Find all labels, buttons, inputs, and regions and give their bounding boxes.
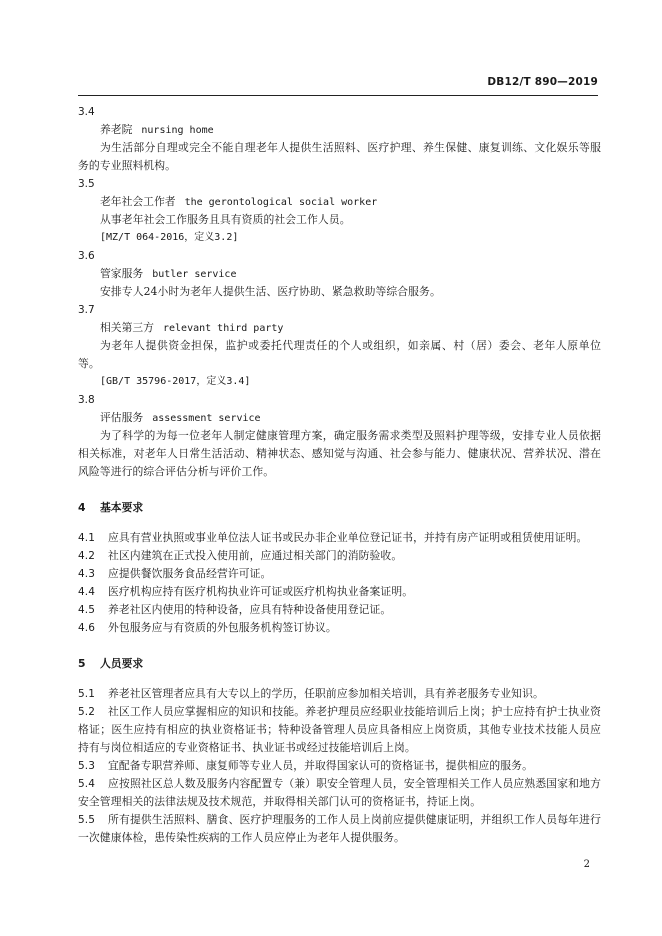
- clause-item: [78, 685, 601, 703]
- clause-item: [78, 565, 601, 583]
- term-name-zh: 评估服务: [100, 411, 144, 424]
- term-number: 3.7: [78, 304, 95, 316]
- term-source: [GB/T 35796-2017，定义3.4]: [100, 376, 251, 387]
- term-number: 3.8: [78, 394, 95, 406]
- term-source: [MZ/T 064-2016，定义3.2]: [100, 232, 239, 243]
- clause-number: 4.6: [78, 622, 95, 634]
- term-number: 3.6: [78, 250, 95, 262]
- clause-number: 4.4: [78, 586, 95, 598]
- term-name-en: nursing home: [141, 125, 214, 136]
- clause-text: 社区内建筑在正式投入使用前，应通过相关部门的消防验收。: [108, 549, 403, 562]
- term-name-line: [78, 265, 601, 283]
- section-5-number: 5: [78, 657, 86, 670]
- term-name-zh: 管家服务: [100, 267, 144, 280]
- section-4-heading: [78, 499, 601, 517]
- clause-text: 外包服务应与有资质的外包服务机构签订协议。: [108, 621, 337, 634]
- term-name-zh: 老年社会工作者: [100, 195, 176, 208]
- term-name-line: [78, 121, 601, 139]
- section-5-heading: [78, 655, 601, 673]
- clause-number: 5.1: [78, 688, 95, 700]
- clause-item: [78, 811, 601, 847]
- term-number: 3.5: [78, 178, 95, 190]
- term-name-line: [78, 193, 601, 211]
- term-definition: 为了科学的为每一位老年人制定健康管理方案，确定服务需求类型及照料护理等级，安排专业人员依据相关标准，对老年人日常生活活动、精神状态、感知觉与沟通、社会参与能力、健康状况、营养状况、潜在风险等进行的综合评估分析与评价工作。: [78, 429, 601, 478]
- clause-text: 养老社区管理者应具有大专以上的学历，任职前应参加相关培训，具有养老服务专业知识。: [108, 687, 544, 700]
- page-content: [78, 103, 601, 847]
- term-name-en: assessment service: [152, 413, 261, 424]
- terms-section: [78, 103, 601, 481]
- clause-item: [78, 601, 601, 619]
- section-4-clauses: [78, 529, 601, 637]
- clause-text: 宜配备专职营养师、康复师等专业人员，并取得国家认可的资格证书，提供相应的服务。: [108, 759, 533, 772]
- term-name-en: relevant third party: [162, 323, 284, 334]
- clause-text: 应提供餐饮服务食品经营许可证。: [108, 567, 272, 580]
- clause-text: 应按照社区总人数及服务内容配置专（兼）职安全管理人员，安全管理相关工作人员应熟悉国家和地方安全管理相关的法律法规及技术规范，并取得相关部门认可的资格证书，持证上岗。: [78, 777, 601, 808]
- term-name-zh: 养老院: [100, 123, 133, 136]
- clause-number: 4.2: [78, 550, 95, 562]
- header-rule: [78, 95, 598, 96]
- clause-number: 5.3: [78, 760, 95, 772]
- clause-text: 应具有营业执照或事业单位法人证书或民办非企业单位登记证书，并持有房产证明或租赁使用证明。: [108, 531, 588, 544]
- document-code: DB12/T 890—2019: [487, 76, 598, 88]
- section-4-number: 4: [78, 501, 86, 514]
- term-definition: 为老年人提供资金担保，监护或委托代理责任的个人或组织，如亲属、村（居）委会、老年人原单位等。: [78, 339, 601, 370]
- term-definition: 从事老年社会工作服务且具有资质的社会工作人员。: [100, 213, 351, 226]
- section-4-title: 基本要求: [100, 501, 144, 514]
- clause-text: 养老社区内使用的特种设备，应具有特种设备使用登记证。: [108, 603, 392, 616]
- clause-item: [78, 619, 601, 637]
- clause-item: [78, 757, 601, 775]
- clause-item: [78, 703, 601, 757]
- clause-item: [78, 547, 601, 565]
- term-definition: 安排专人24小时为老年人提供生活、医疗协助、紧急救助等综合服务。: [100, 285, 441, 298]
- clause-text: 社区工作人员应掌握相应的知识和技能。养老护理员应经职业技能培训后上岗；护士应持有护士执业资格证；医生应持有相应的执业资格证书；特种设备管理人员应具备相应上岗资质，其他专业技术技能人员应持有与岗位相适应的专业资格证书、执业证书或经过技能培训后上岗。: [78, 705, 601, 754]
- clause-item: [78, 529, 601, 547]
- clause-item: [78, 775, 601, 811]
- term-name-line: [78, 409, 601, 427]
- clause-text: 医疗机构应持有医疗机构执业许可证或医疗机构执业备案证明。: [108, 585, 414, 598]
- page-number: 2: [583, 859, 590, 870]
- term-name-line: [78, 319, 601, 337]
- section-5-clauses: [78, 685, 601, 847]
- term-definition: 为生活部分自理或完全不能自理老年人提供生活照料、医疗护理、养生保健、康复训练、文化娱乐等服务的专业照料机构。: [78, 141, 601, 172]
- clause-number: 5.4: [78, 778, 95, 790]
- clause-number: 4.5: [78, 604, 95, 616]
- clause-number: 4.3: [78, 568, 95, 580]
- clause-number: 5.2: [78, 706, 95, 718]
- section-5-title: 人员要求: [100, 657, 144, 670]
- clause-number: 5.5: [78, 814, 95, 826]
- clause-number: 4.1: [78, 532, 95, 544]
- clause-text: 所有提供生活照料、膳食、医疗护理服务的工作人员上岗前应提供健康证明，并组织工作人员每年进行一次健康体检，患传染性疾病的工作人员应停止为老年人提供服务。: [78, 813, 601, 844]
- term-name-en: the gerontological social worker: [184, 197, 378, 208]
- clause-item: [78, 583, 601, 601]
- term-number: 3.4: [78, 106, 95, 118]
- term-name-zh: 相关第三方: [100, 321, 154, 334]
- term-name-en: butler service: [152, 269, 237, 280]
